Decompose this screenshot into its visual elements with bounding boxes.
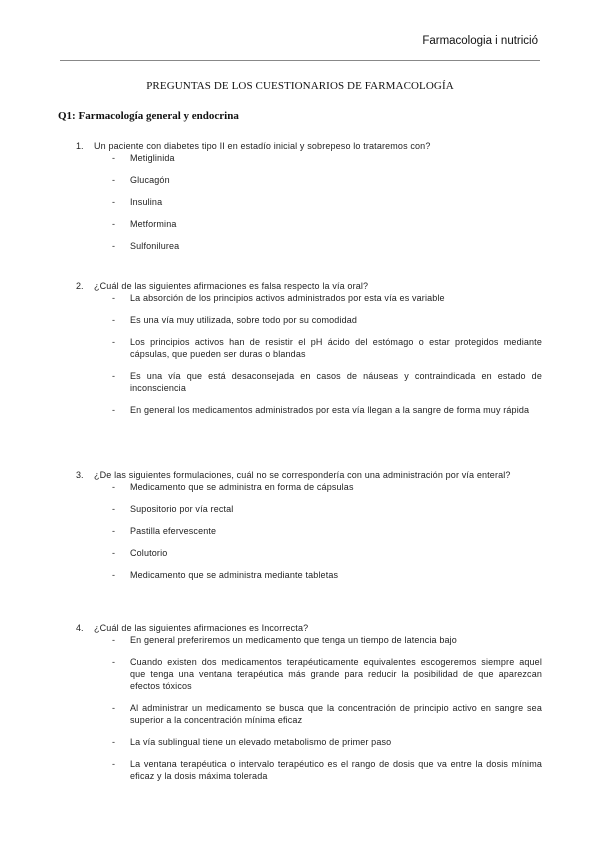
document-title: PREGUNTAS DE LOS CUESTIONARIOS DE FARMACOLOGÍA [146,80,454,92]
answer-option: - Colutorio [112,548,168,558]
question-text: ¿Cuál de las siguientes afirmaciones es Incorrecta? [94,623,309,633]
answer-option: - Glucagón [112,175,170,185]
answer-option: - Pastilla efervescente [112,526,217,536]
question-number: 4. [76,623,84,633]
page-header-course: Farmacologia i nutrició [422,35,538,47]
question-number: 2. [76,281,84,291]
question-text: Un paciente con diabetes tipo II en estadío inicial y sobrepeso lo trataremos con? [94,141,431,151]
answer-option: - Metiglinida [112,153,175,163]
question-number: 3. [76,470,84,480]
header-divider [60,60,540,61]
question-3 [76,469,542,581]
answer-option: - La vía sublingual tiene un elevado metabolismo de primer paso [112,737,392,747]
answer-option: - Sulfonilurea [112,241,180,251]
answer-option: - Medicamento que se administra mediante tabletas [112,570,339,580]
question-4 [76,622,542,782]
answer-option: - Es una vía que está desaconsejada en casos de náuseas y contraindicada en estado de inconsciencia [112,371,542,393]
answer-option: - Cuando existen dos medicamentos terapéuticamente equivalentes escogeremos siempre aquel que tenga una ventana terapéutica más grande para reducir la posibilidad de que aparezcan efectos tóxicos [112,657,542,691]
question-text: ¿Cuál de las siguientes afirmaciones es falsa respecto la vía oral? [94,281,369,291]
answer-option: - Medicamento que se administra en forma de cápsulas [112,482,354,492]
question-2 [76,280,542,416]
answer-option: - Al administrar un medicamento se busca que la concentración de principio activo en sangre sea superior a la concentración mínima eficaz [112,703,542,725]
answer-option: - En general preferiremos un medicamento que tenga un tiempo de latencia bajo [112,635,457,645]
answer-option: - Metformina [112,219,177,229]
answer-option: - La absorción de los principios activos administrados por esta vía es variable [112,293,445,303]
question-text: ¿De las siguientes formulaciones, cuál no se correspondería con una administración por vía enteral? [94,470,511,480]
question-number: 1. [76,141,84,151]
answer-option: - En general los medicamentos administrados por esta vía llegan a la sangre de forma muy rápida [112,405,530,415]
section-title: Q1: Farmacología general y endocrina [58,110,239,122]
answer-option: - Supositorio por vía rectal [112,504,234,514]
answer-option: - Insulina [112,197,163,207]
answer-option: - Es una vía muy utilizada, sobre todo por su comodidad [112,315,358,325]
answer-option: - La ventana terapéutica o intervalo terapéutico es el rango de dosis que va entre la dosis mínima eficaz y la dosis máxima tolerada [112,759,542,781]
question-1 [76,140,542,252]
answer-option: - Los principios activos han de resistir el pH ácido del estómago o estar protegidos mediante cápsulas, que pueden ser duras o blandas [112,337,542,359]
